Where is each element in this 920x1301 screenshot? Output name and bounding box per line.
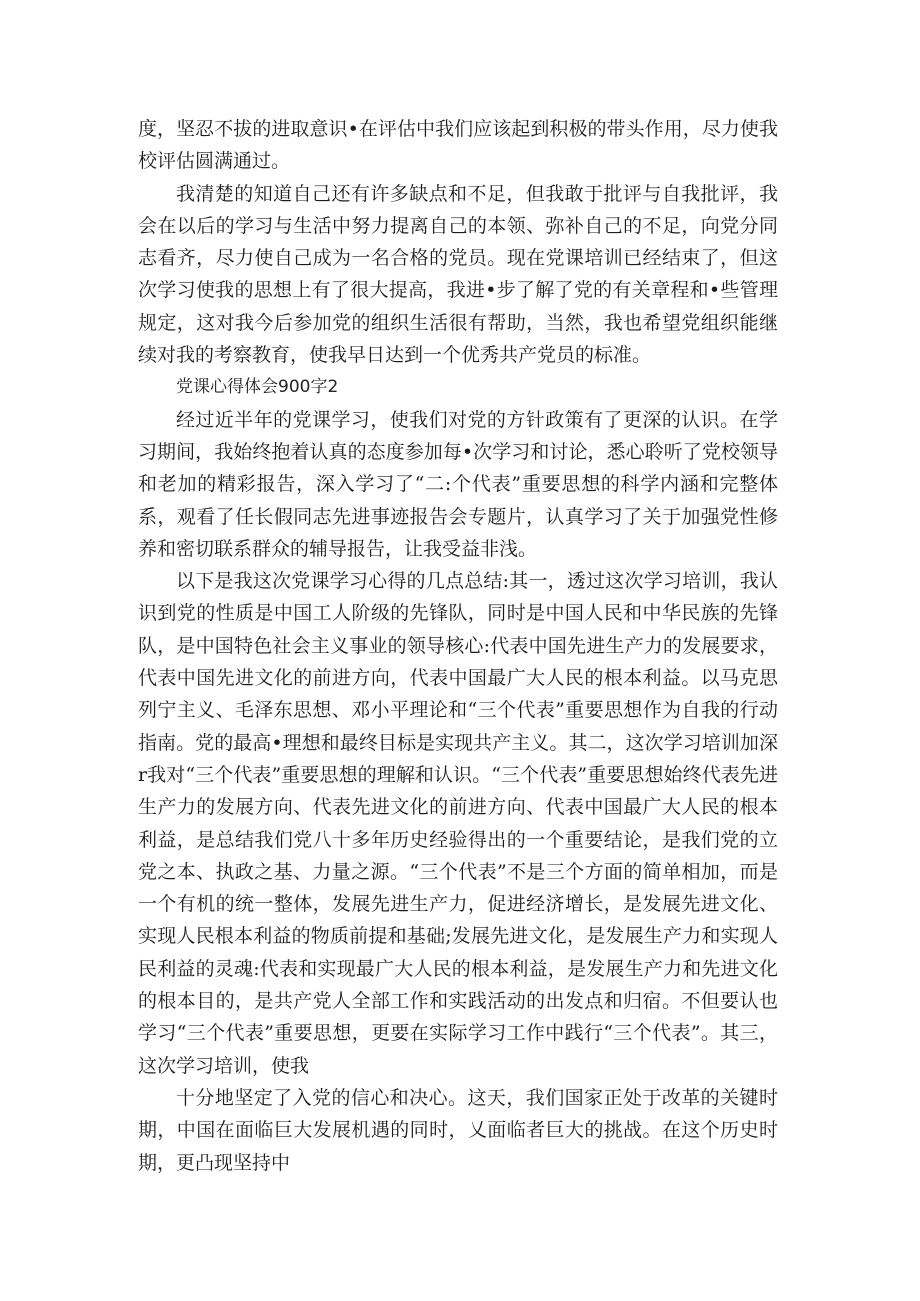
document-body <box>138 113 778 1179</box>
paragraph-summary: 以下是我这次党课学习心得的几点总结:其一，透过这次学习培训，我认识到党的性质是中国工人阶级的先锋队，同时是中国人民和中华民族的先锋队，是中国特色社会主义事业的领导核心:代表中国先进生产力的发展要求，代表中国先进文化的前进方向，代表中国最广大人民的根本利益。以马克思列宁主义、毛泽东思想、邓小平理论和“三个代表”重要思想作为自我的行动指南。党的最高•理想和最终目标是实现共产主义。其二，这次学习培训加深r我对“三个代表”重要思想的理解和认识。“三个代表”重要思想始终代表先进生产力的发展方向、代表先进文化的前进方向、代表中国最广大人民的根本利益，是总结我们党八十多年历史经验得出的一个重要结论，是我们党的立党之本、执政之基、力量之源。“三个代表”不是三个方面的简单相加，而是一个有机的统一整体，发展先进生产力，促进经济增长，是发展先进文化、实现人民根本利益的物质前提和基础;发展先进文化，是发展生产力和实现人民利益的灵魂:代表和实现最广大人民的根本利益，是发展生产力和先进文化的根本目的，是共产党人全部工作和实践活动的出发点和归宿。不但要认也学习“三个代表”重要思想，更要在实际学习工作中践行“三个代表”。其三，这次学习培训，使我 <box>138 570 778 1077</box>
section-subtitle: 党课心得体会900字2 <box>176 377 339 398</box>
paragraph-conclusion: 十分地坚定了入党的信心和决心。这天，我们国家正处于改革的关键时期，中国在面临巨大发展机遇的同时，乂面临者巨大的挑战。在这个历史时期，更凸现坚持中 <box>138 1086 778 1174</box>
paragraph-self-criticism: 我清楚的知道自己还有许多缺点和不足，但我敢于批评与自我批评，我会在以后的学习与生活中努力提离自己的本领、弥补自己的不足，向党分同志看齐，尽力使自己成为一名合格的党员。现在党课培训已经结束了，但这次学习使我的思想上有了很大提高，我进•步了解了党的有关章程和•些管理规定，这对我今后参加党的组织生活很有帮助，当然，我也希望党组织能继续对我的考察教育，使我早日达到一个优秀共产党员的标准。 <box>138 182 778 367</box>
paragraph-continuation: 度，坚忍不拔的进取意识•在评估中我们应该起到积极的带头作用，尽力使我校评估圆满通过。 <box>138 118 778 173</box>
paragraph-intro: 经过近半年的党课学习，使我们对党的方针政策有了更深的认识。在学习期间，我始终抱着认真的态度参加每•次学习和讨论，悉心聆听了党校领导和老加的精彩报告，深入学习了“二:个代表”重要思想的科学内涵和完整体系，观看了任长假同志先进事迹报告会专题片，认真学习了关于加强党性修养和密切联系群众的辅导报告，让我受益非浅。 <box>138 408 778 560</box>
